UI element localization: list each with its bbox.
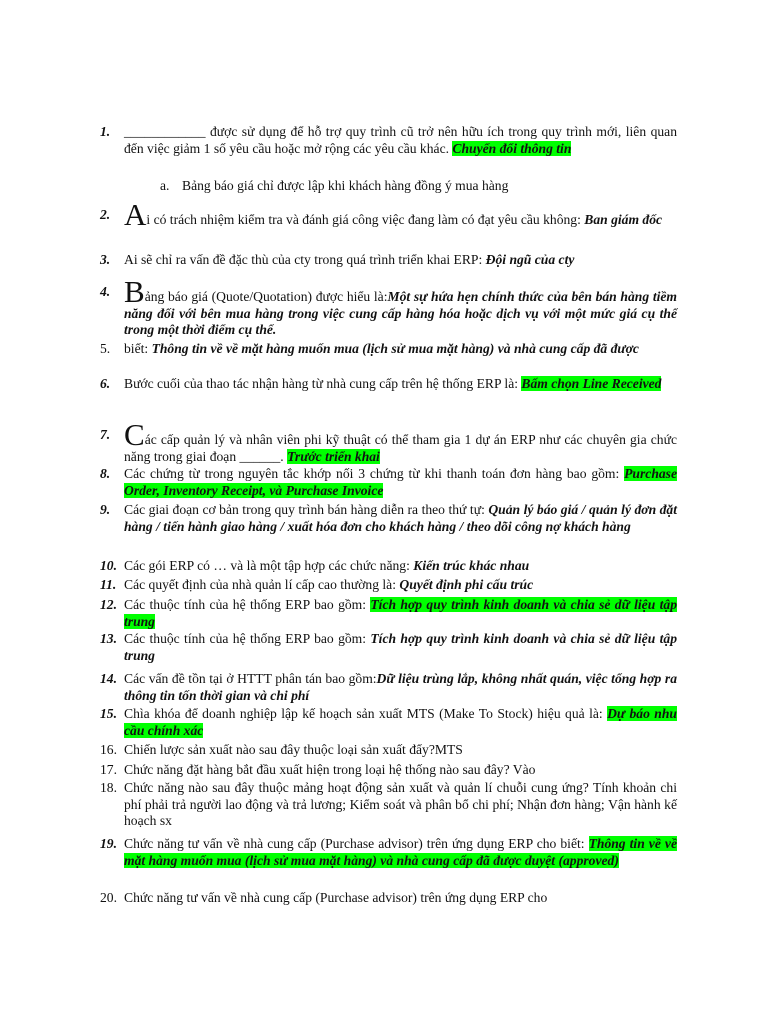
question-text: Ai sẽ chỉ ra vấn đề đặc thù của cty trong quá trình triển khai ERP: [124,252,486,267]
question-11 [100,577,677,594]
answer-text: Tích hợp quy trình kinh doanh và chia sẻ dữ liệu tập trung [124,597,677,629]
answer-text: Dữ liệu trùng lắp, không nhất quán, việc tổng hợp ra thông tin tốn thời gian và chi phí [124,671,677,703]
answer-text: Chuyển đổi thông tin [452,140,572,156]
question-number: 16. [100,742,117,757]
question-text: Chức năng tư vấn về nhà cung cấp (Purchase advisor) trên ứng dụng ERP cho [124,890,548,905]
answer-text: Thông tin về về mặt hàng muốn mua (lịch sử mua mặt hàng) và nhà cung cấp đã được duyệt (approved) [124,836,677,868]
question-10 [100,558,677,575]
sub-item-a [160,178,680,195]
question-number: 1. [100,124,111,139]
question-text: biết: [124,341,152,356]
answer-text: Quản lý báo giá / quản lý đơn đặt hàng / tiến hành giao hàng / xuất hóa đơn cho khách hàng / theo dõi công nợ khách hàng [124,502,677,534]
answer-text: Quyết định phi cấu trúc [399,577,534,592]
question-text: Các thuộc tính của hệ thống ERP bao gồm: [124,631,371,646]
question-5 [100,341,677,358]
question-number: 8. [100,466,111,481]
question-number: 19. [100,836,117,851]
question-16 [100,742,677,759]
question-8 [100,466,677,499]
question-number: 12. [100,597,117,612]
question-text: Bước cuối của thao tác nhận hàng từ nhà cung cấp trên hệ thống ERP là: [124,376,522,391]
question-text: Các gói ERP có … và là một tập hợp các chức năng: [124,558,414,573]
question-number: 11. [100,577,117,592]
question-text: ảng báo giá (Quote/Quotation) được hiểu là: [144,289,388,304]
drop-cap: A [124,197,147,232]
answer-text: Thông tin về về mặt hàng muốn mua (lịch sử mua mặt hàng) và nhà cung cấp đã được [151,341,639,356]
question-number: 6. [100,376,111,391]
question-text: Các chứng từ trong nguyên tắc khớp nối 3 chứng từ khi thanh toán đơn hàng bao gồm: [124,466,625,481]
answer-text: Đội ngũ của cty [485,252,575,267]
drop-cap: C [124,417,145,452]
question-text: Các quyết định của nhà quản lí cấp cao thường là: [124,577,400,592]
answer-text: Bấm chọn Line Received [521,376,662,391]
answer-text: Tích hợp quy trình kinh doanh và chia sẻ dữ liệu tập trung [124,631,677,663]
question-text: ác cấp quản lý và nhân viên phi kỹ thuật có thể tham gia 1 dự án ERP như các chuyên gia chức năng trong giai đoạn ______. [124,432,677,464]
question-text: Chìa khóa để doanh nghiệp lập kế hoạch sản xuất MTS (Make To Stock) hiệu quả là: [124,706,608,721]
answer-text: Purchase Order, Inventory Receipt, và Purchase Invoice [124,466,677,498]
question-6 [100,376,677,393]
question-number: 17. [100,762,117,777]
question-number: 15. [100,706,117,721]
question-number: 9. [100,502,111,517]
answer-text: Trước triển khai [287,448,380,464]
question-12 [100,597,677,630]
question-1 [100,124,677,157]
answer-text: Ban giám đốc [584,212,663,227]
question-text: Chức năng đặt hàng bắt đầu xuất hiện trong loại hệ thống nào sau đây? Vào [124,762,536,777]
question-4 [100,274,677,339]
question-number: 18. [100,780,117,795]
question-number: 5. [100,341,111,356]
question-2 [100,197,677,232]
sub-item-text: Bảng báo giá chỉ được lập khi khách hàng đồng ý mua hàng [182,178,509,193]
question-17 [100,762,677,779]
question-13 [100,631,677,664]
question-text: i có trách nhiệm kiểm tra và đánh giá công việc đang làm có đạt yêu cầu không: [146,212,585,227]
question-14 [100,671,677,704]
question-number: 4. [100,284,111,299]
answer-text: Kiến trúc khác nhau [413,558,530,573]
question-20 [100,890,677,907]
question-number: 20. [100,890,117,905]
question-19 [100,836,677,869]
question-15 [100,706,677,739]
question-number: 14. [100,671,117,686]
question-number: 10. [100,558,117,573]
question-3 [100,252,677,269]
answer-text: Một sự hứa hẹn chính thức của bên bán hàng tiềm năng đối với bên mua hàng trong việc cung cấp hàng hóa hoặc dịch vụ với một mức giá cụ thể trong một thời điểm cụ thể. [124,289,677,338]
question-number: 13. [100,631,117,646]
question-text: ____________ được sử dụng để hỗ trợ quy trình cũ trở nên hữu ích trong quy trình mới, liên quan đến việc giảm 1 số yêu cầu hoặc mở rộng các yêu cầu khác. [124,124,677,156]
question-text: Chiến lược sản xuất nào sau đây thuộc loại sản xuất đẩy?MTS [124,742,463,757]
question-text: Chức năng tư vấn về nhà cung cấp (Purchase advisor) trên ứng dụng ERP cho biết: [124,836,589,851]
question-9 [100,502,677,535]
question-7 [100,417,677,465]
question-18 [100,780,677,830]
answer-text: Dự báo nhu cầu chính xác [124,706,677,738]
question-text: Các giai đoạn cơ bản trong quy trình bán hàng diễn ra theo thứ tự: [124,502,489,517]
question-text: Các thuộc tính của hệ thống ERP bao gồm: [124,597,371,612]
question-text: Các vấn đề tồn tại ở HTTT phân tán bao gồm: [124,671,377,686]
question-number: 3. [100,252,111,267]
question-text: Chức năng nào sau đây thuộc mảng hoạt động sản xuất và quản lí chuỗi cung ứng? Tính khoản chi phí phải trả người lao động và trả lương; Kiểm soát và phân bổ chi phí; Nhận đơn hàng; Vận hành kế hoạch sx [124,780,677,829]
question-number: 7. [100,427,111,442]
sub-item-label: a. [160,178,170,193]
drop-cap: B [124,274,145,309]
question-number: 2. [100,207,111,222]
